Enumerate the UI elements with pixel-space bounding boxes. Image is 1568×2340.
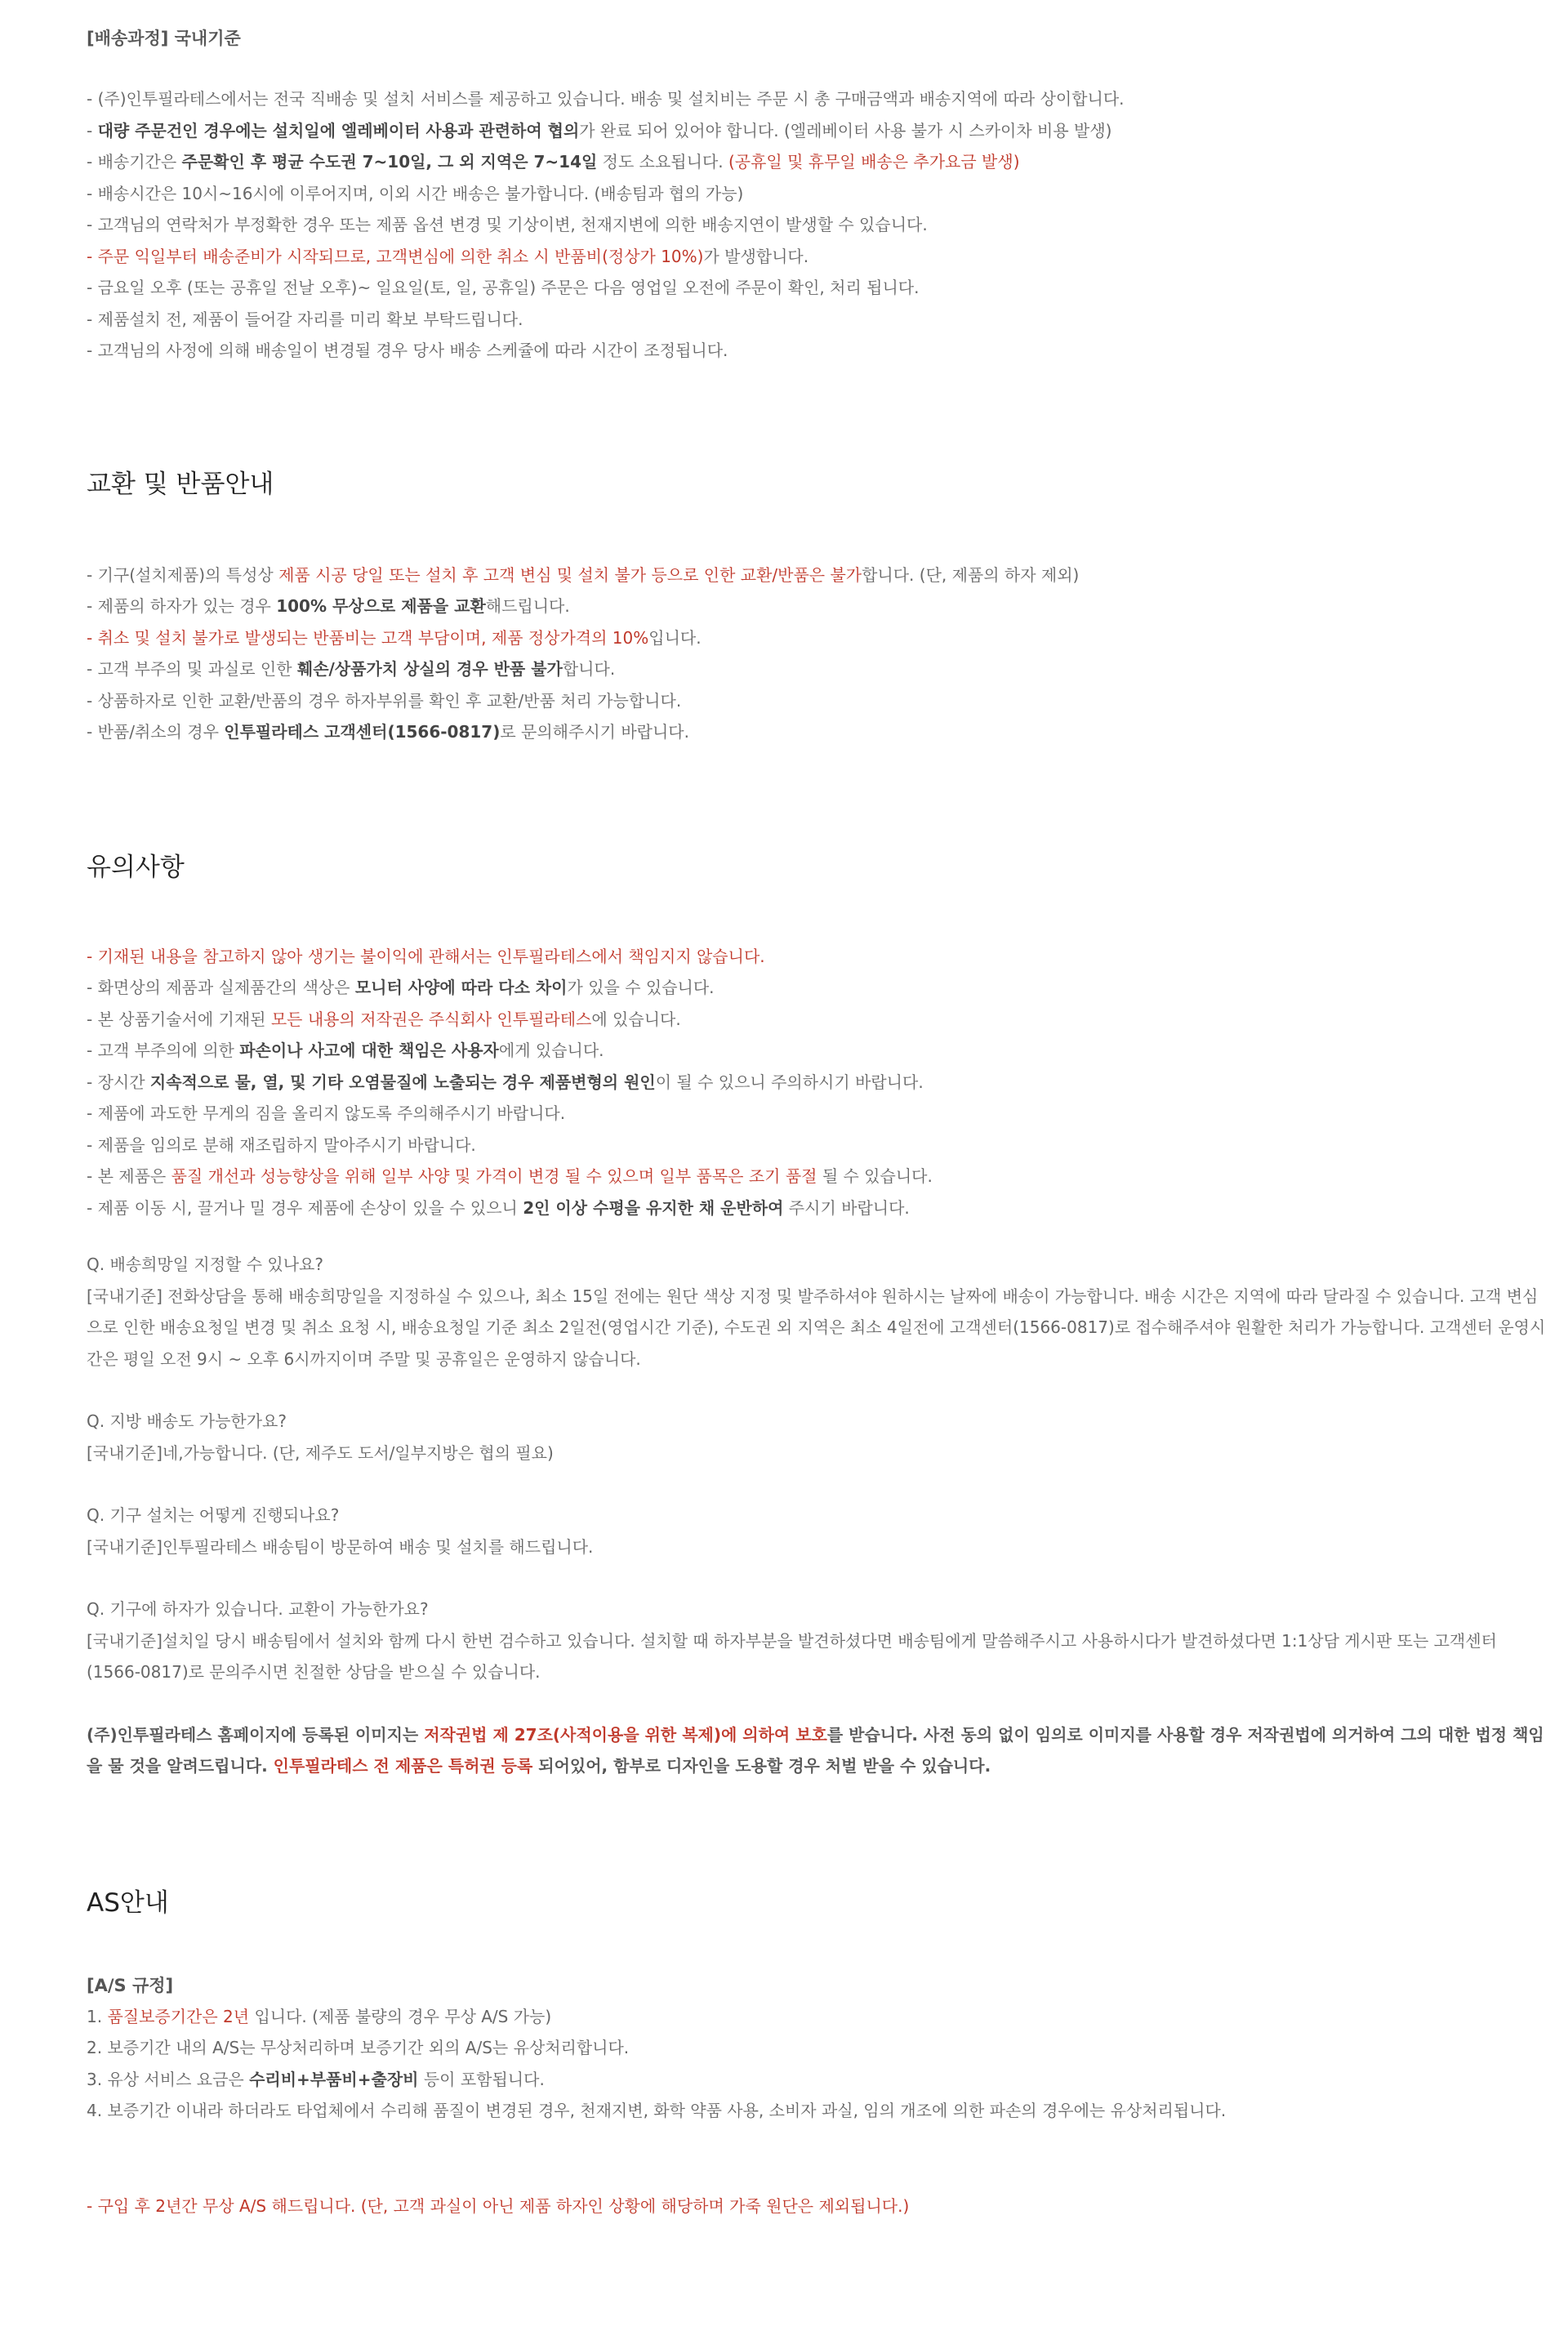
delivery-line	[87, 178, 1568, 210]
text-segment: - 배송시간은 10시~16시에 이루어지며, 이외 시간 배송은 불가합니다. (배송팀과 협의 가능)	[87, 183, 744, 203]
text-segment: (주)인투필라테스 홈페이지에 등록된 이미지는	[87, 1724, 425, 1745]
text-segment: - 본 제품은	[87, 1166, 172, 1186]
exchange-line	[87, 716, 1568, 748]
as-heading: AS안내	[87, 1888, 169, 1918]
notice-section	[87, 849, 1568, 1782]
faq-item	[87, 1500, 1568, 1562]
emphasis-text: 100% 무상으로 제품을 교환	[276, 596, 486, 616]
exchange-line	[87, 653, 1568, 685]
text-segment: 가 완료 되어 있어야 합니다. (엘레베이터 사용 불가 시 스카이차 비용 발생)	[579, 120, 1112, 140]
as-rule-line	[87, 2032, 1568, 2064]
emphasis-text: 모니터 사양에 따라 다소 차이	[354, 978, 568, 997]
emphasis-text: 2인 이상 수평을 유지한 채 운반하여	[523, 1197, 784, 1218]
text-segment: 합니다.	[562, 659, 616, 679]
emphasis-text: 파손이나 사고에 대한 책임은 사용자	[239, 1041, 499, 1060]
emphasis-text: 지속적으로 물, 열, 및 기타 오염물질에 노출되는 경우 제품변형의 원인	[149, 1072, 656, 1092]
emphasis-text: 모든 내용의 저작권은 주식회사 인투필라테스	[270, 1009, 592, 1029]
text-segment: 합니다. (단, 제품의 하자 제외)	[862, 564, 1080, 585]
text-segment: 를 받습니다. 사전 동의 없이 임의로 이미지를 사용할 경우 저작권법에 의거하여 그의 대한 법정 책임을 물 것을 알려드립니다.	[87, 1724, 1544, 1776]
text-segment: - 제품을 임의로 분해 재조립하지 말아주시기 바랍니다.	[87, 1134, 476, 1155]
text-segment: 주시기 바랍니다.	[783, 1197, 910, 1218]
as-section	[87, 1885, 1568, 2222]
delivery-line	[87, 272, 1568, 304]
emphasis-text: 주문확인 후 평균 수도권 7~10일, 그 외 지역은 7~14일	[181, 152, 598, 172]
copyright-notice	[87, 1719, 1568, 1782]
exchange-line	[87, 591, 1568, 622]
faq-question: Q. 기구에 하자가 있습니다. 교환이 가능한가요?	[87, 1599, 429, 1619]
exchange-line	[87, 559, 1568, 591]
text-segment: 에게 있습니다.	[498, 1041, 604, 1060]
exchange-line	[87, 622, 1568, 654]
text-segment: 에 있습니다.	[591, 1009, 681, 1029]
emphasis-text: - 취소 및 설치 불가로 발생되는 반품비는 고객 부담이며, 제품 정상가격의 10%	[87, 627, 649, 648]
emphasis-text: (공휴일 및 휴무일 배송은 추가요금 발생)	[728, 152, 1020, 172]
text-segment: - 금요일 오후 (또는 공휴일 전날 오후)~ 일요일(토, 일, 공휴일) 주문은 다음 영업일 오전에 주문이 확인, 처리 됩니다.	[87, 278, 920, 297]
faq-item	[87, 1593, 1568, 1688]
emphasis-text: 수리비+부품비+출장비	[249, 2069, 419, 2089]
text-segment: 되어있어, 함부로 디자인을 도용할 경우 처벌 받을 수 있습니다.	[532, 1756, 991, 1776]
text-segment: 1.	[87, 2006, 108, 2026]
text-segment: 입니다. (제품 불량의 경우 무상 A/S 가능)	[249, 2006, 552, 2026]
copyright-text	[87, 1719, 1548, 1782]
delivery-title: [배송과정] 국내기준	[87, 29, 241, 48]
faq-answer: [국내기준]인투필라테스 배송팀이 방문하여 배송 및 설치를 해드립니다.	[87, 1536, 594, 1557]
text-segment: - 기구(설치제품)의 특성상	[87, 564, 279, 585]
exchange-lines	[87, 559, 1568, 748]
text-segment: - 고객님의 사정에 의해 배송일이 변경될 경우 당사 배송 스케쥴에 따라 시간이 조정됩니다.	[87, 341, 728, 360]
text-segment: 해드립니다.	[485, 596, 570, 616]
text-segment: 될 수 있습니다.	[817, 1166, 933, 1186]
emphasis-text: - 기재된 내용을 참고하지 않아 생기는 불이익에 관해서는 인투필라테스에서 책임지지 않습니다.	[87, 946, 765, 966]
text-segment: - 고객님의 연락처가 부정확한 경우 또는 제품 옵션 변경 및 기상이변, 천재지변에 의한 배송지연이 발생할 수 있습니다.	[87, 215, 928, 234]
faq-question: Q. 배송희망일 지정할 수 있나요?	[87, 1255, 323, 1274]
emphasis-text: 인투필라테스 전 제품은 특허권 등록	[273, 1756, 533, 1776]
delivery-line	[87, 146, 1568, 178]
text-segment: -	[87, 120, 98, 140]
text-segment: - 제품의 하자가 있는 경우	[87, 596, 277, 616]
text-segment: - 고객 부주의에 의한	[87, 1041, 240, 1060]
as-rules-title: [A/S 규정]	[87, 1975, 174, 1995]
text-segment: 2. 보증기간 내의 A/S는 무상처리하며 보증기간 외의 A/S는 유상처리합니다.	[87, 2038, 630, 2057]
exchange-heading: 교환 및 반품안내	[87, 469, 274, 499]
faq-item	[87, 1249, 1568, 1375]
faq-question: Q. 기구 설치는 어떻게 진행되나요?	[87, 1505, 340, 1525]
notice-lines	[87, 941, 1568, 1224]
text-segment: - 장시간	[87, 1072, 150, 1092]
text-segment: 가 발생합니다.	[703, 246, 809, 266]
faq-item	[87, 1406, 1568, 1469]
as-rule-line	[87, 2095, 1568, 2127]
exchange-line	[87, 685, 1568, 717]
text-segment: - 배송기간은	[87, 152, 182, 172]
text-segment: - 반품/취소의 경우	[87, 722, 225, 742]
notice-heading: 유의사항	[87, 852, 185, 882]
delivery-line	[87, 209, 1568, 241]
text-segment: - 제품 이동 시, 끌거나 밀 경우 제품에 손상이 있을 수 있으니	[87, 1197, 523, 1218]
emphasis-text: 품질보증기간은 2년	[107, 2006, 250, 2026]
text-segment: - 제품에 과도한 무게의 짐을 올리지 않도록 주의해주시기 바랍니다.	[87, 1103, 566, 1123]
text-segment: 가 있을 수 있습니다.	[567, 978, 715, 997]
text-segment: 등이 포함됩니다.	[418, 2069, 545, 2089]
notice-line	[87, 1067, 1568, 1099]
exchange-section	[87, 466, 1568, 748]
delivery-line	[87, 83, 1568, 115]
as-rule-line	[87, 2001, 1568, 2033]
faq-list	[87, 1249, 1568, 1688]
faq-answer: [국내기준]네,가능합니다. (단, 제주도 도서/일부지방은 협의 필요)	[87, 1442, 554, 1463]
delivery-line	[87, 335, 1568, 367]
delivery-lines	[87, 83, 1568, 367]
emphasis-text: 저작권법 제 27조(사적이용을 위한 복제)에 의하여 보호	[424, 1724, 827, 1745]
text-segment: - 상품하자로 인한 교환/반품의 경우 하자부위를 확인 후 교환/반품 처리 가능합니다.	[87, 690, 682, 711]
delivery-section	[87, 23, 1568, 367]
delivery-line	[87, 115, 1568, 147]
emphasis-text: 대량 주문건인 경우에는 설치일에 엘레베이터 사용과 관련하여 협의	[97, 120, 580, 140]
text-segment: 로 문의해주시기 바랍니다.	[500, 722, 689, 742]
faq-answer: [국내기준]설치일 당시 배송팀에서 설치와 함께 다시 한번 검수하고 있습니다. 설치할 때 하자부분을 발견하셨다면 배송팀에게 말씀해주시고 사용하시다가 발견하셨다면 1:1상담 게시판 또는 고객센터(1566-0817)로 문의주시면 친절한 상담을 받으실 수 있습니다.	[87, 1630, 1497, 1682]
text-segment: - 화면상의 제품과 실제품간의 색상은	[87, 978, 355, 997]
text-segment: 입니다.	[648, 627, 702, 648]
delivery-line	[87, 304, 1568, 336]
text-segment: - 본 상품기술서에 기재된	[87, 1009, 271, 1029]
text-segment: 3. 유상 서비스 요금은	[87, 2069, 250, 2089]
emphasis-text: 인투필라테스 고객센터(1566-0817)	[224, 722, 501, 742]
notice-line	[87, 1098, 1568, 1130]
as-rule-line	[87, 2064, 1568, 2096]
text-segment: - 고객 부주의 및 과실로 인한	[87, 659, 297, 679]
emphasis-text: 품질 개선과 성능향상을 위해 일부 사양 및 가격이 변경 될 수 있으며 일부 품목은 조기 품절	[171, 1166, 817, 1186]
notice-line	[87, 1192, 1568, 1224]
emphasis-text: - 주문 익일부터 배송준비가 시작되므로, 고객변심에 의한 취소 시 반품비(정상가 10%)	[87, 246, 704, 266]
text-segment: 4. 보증기간 이내라 하더라도 타업체에서 수리해 품질이 변경된 경우, 천재지변, 화학 약품 사용, 소비자 과실, 임의 개조에 의한 파손의 경우에는 유상처리됩니다.	[87, 2101, 1227, 2120]
notice-line	[87, 941, 1568, 973]
notice-line	[87, 1161, 1568, 1192]
notice-line	[87, 1004, 1568, 1036]
emphasis-text: 훼손/상품가치 상실의 경우 반품 불가	[296, 659, 563, 679]
as-footnote: - 구입 후 2년간 무상 A/S 해드립니다. (단, 고객 과실이 아닌 제품 하자인 상황에 해당하며 가죽 원단은 제외됩니다.)	[87, 2195, 910, 2216]
delivery-line	[87, 241, 1568, 273]
faq-question: Q. 지방 배송도 가능한가요?	[87, 1411, 287, 1431]
text-segment: - (주)인투필라테스에서는 전국 직배송 및 설치 서비스를 제공하고 있습니다. 배송 및 설치비는 주문 시 총 구매금액과 배송지역에 따라 상이합니다.	[87, 89, 1125, 109]
faq-answer: [국내기준] 전화상담을 통해 배송희망일을 지정하실 수 있으나, 최소 15일 전에는 원단 색상 지정 및 발주하셔야 원하시는 날짜에 배송이 가능합니다. 배송 시간은 지역에 따라 달라질 수 있습니다. 고객 변심으로 인한 배송요청일 변경 및 취소 요청 시, 배송요청일 기준 최소 2일전(영업시간 기준), 수도권 외 지역은 최소 4일전에 고객센터(1566-0817)로 접수해주셔야 원활한 처리가 가능합니다. 고객센터 운영시간은 평일 오전 9시 ~ 오후 6시까지이며 주말 및 공휴일은 운영하지 않습니다.	[87, 1286, 1546, 1369]
notice-line	[87, 1035, 1568, 1067]
text-segment: 이 될 수 있으니 주의하시기 바랍니다.	[655, 1072, 924, 1092]
as-lines	[87, 2001, 1568, 2127]
text-segment: - 제품설치 전, 제품이 들어갈 자리를 미리 확보 부탁드립니다.	[87, 309, 523, 329]
notice-line	[87, 1130, 1568, 1161]
notice-line	[87, 972, 1568, 1004]
text-segment: 정도 소요됩니다.	[597, 152, 728, 172]
emphasis-text: 제품 시공 당일 또는 설치 후 고객 변심 및 설치 불가 등으로 인한 교환/반품은 불가	[278, 564, 862, 585]
